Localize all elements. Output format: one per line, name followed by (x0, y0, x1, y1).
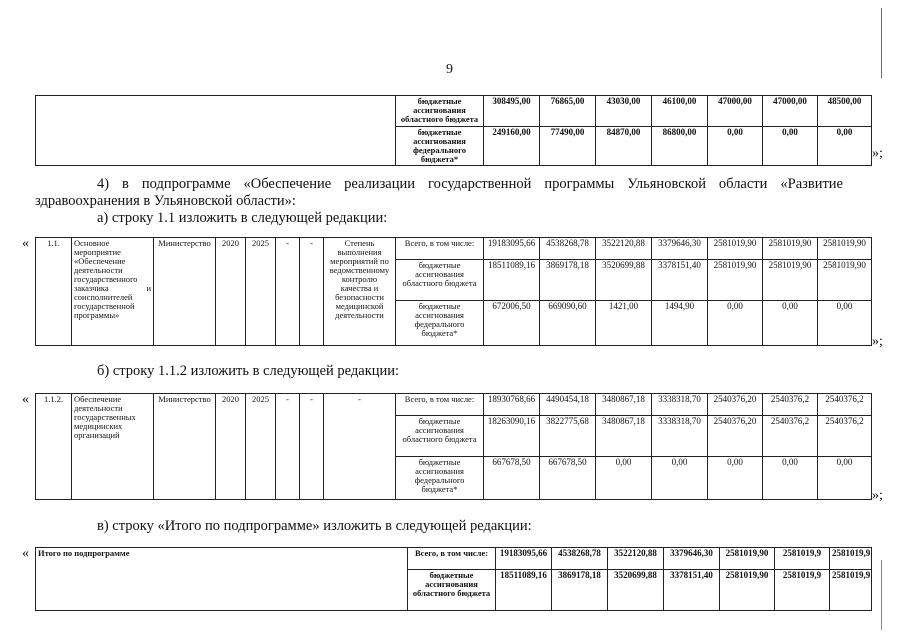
row-label: бюджетные ассигнования областного бюджета (396, 416, 484, 457)
value-cell: 18511089,16 (484, 260, 540, 301)
value-cell: 2581019,90 (763, 260, 818, 301)
executor: Министерство (154, 238, 216, 346)
value-cell: 2581019,90 (763, 238, 818, 260)
row-label: бюджетные ассигнования федерального бюджета* (396, 457, 484, 500)
value-cell: 4538268,78 (552, 548, 608, 570)
dash-cell: - (324, 394, 396, 500)
value-cell: 672006,50 (484, 301, 540, 346)
total-label: Итого по подпрограмме (36, 548, 408, 611)
value-cell: 0,00 (652, 457, 708, 500)
value-cell: 2540376,2 (763, 394, 818, 416)
value-cell: 4490454,18 (540, 394, 596, 416)
value-cell: 2581019,90 (720, 570, 775, 611)
value-cell: 0,00 (818, 127, 872, 166)
value-cell: 47000,00 (708, 96, 763, 127)
value-cell: 2581019,9 (830, 548, 872, 570)
value-cell: 1494,90 (652, 301, 708, 346)
value-cell: 18511089,16 (496, 570, 552, 611)
top-table-fragment (35, 95, 872, 166)
year-end: 2025 (246, 238, 276, 346)
value-cell: 3522120,88 (608, 548, 664, 570)
open-quote: « (22, 392, 29, 407)
row-label: Всего, в том числе: (396, 238, 484, 260)
dash-cell: - (300, 394, 324, 500)
value-cell: 0,00 (763, 301, 818, 346)
value-cell: 2581019,9 (775, 548, 830, 570)
value-cell: 0,00 (708, 127, 763, 166)
activity-name: Основное мероприятие «Обеспечение деятельности государственного заказчика и соисполнителей государственной программы» (72, 238, 154, 346)
value-cell: 0,00 (763, 457, 818, 500)
value-cell: 2581019,90 (708, 260, 763, 301)
close-quote: »; (872, 146, 883, 161)
value-cell: 667678,50 (540, 457, 596, 500)
year-end: 2025 (246, 394, 276, 500)
value-cell: 18263090,16 (484, 416, 540, 457)
value-cell: 86800,00 (652, 127, 708, 166)
row-number: 1.1. (36, 238, 72, 346)
value-cell: 77490,00 (540, 127, 596, 166)
value-cell: 2540376,20 (708, 394, 763, 416)
value-cell: 46100,00 (652, 96, 708, 127)
dash-cell: - (276, 238, 300, 346)
page-edge-line (881, 560, 882, 630)
value-cell: 3822775,68 (540, 416, 596, 457)
value-cell: 1421,00 (596, 301, 652, 346)
value-cell: 2581019,90 (708, 238, 763, 260)
table-row-1-1-2 (35, 393, 872, 500)
value-cell: 308495,00 (484, 96, 540, 127)
value-cell: 3338318,70 (652, 416, 708, 457)
year-start: 2020 (216, 238, 246, 346)
value-cell: 0,00 (763, 127, 818, 166)
value-cell: 19183095,66 (484, 238, 540, 260)
value-cell: 48500,00 (818, 96, 872, 127)
value-cell: 76865,00 (540, 96, 596, 127)
dash-cell: - (276, 394, 300, 500)
row-label: бюджетные ассигнования областного бюджета (408, 570, 496, 611)
open-quote: « (22, 236, 29, 251)
value-cell: 3520699,88 (608, 570, 664, 611)
paragraph-4: 4) в подпрограмме «Обеспечение реализации государственной программы Ульяновской области «Развитие здравоохранения в Ульяновской области»: (35, 176, 843, 209)
indicator: Степень выполнения мероприятий по ведомственному контролю качества и безопасности медицинской деятельности (324, 238, 396, 346)
paragraph-v: в) строку «Итого по подпрограмме» изложить в следующей редакции: (97, 518, 532, 534)
row-label: бюджетные ассигнования областного бюджета (396, 96, 484, 127)
value-cell: 2540376,20 (708, 416, 763, 457)
value-cell: 667678,50 (484, 457, 540, 500)
row-number: 1.1.2. (36, 394, 72, 500)
row-label: бюджетные ассигнования федерального бюджета* (396, 127, 484, 166)
table-row-1-1 (35, 237, 872, 346)
value-cell: 0,00 (818, 457, 872, 500)
value-cell: 3378151,40 (664, 570, 720, 611)
row-label: Всего, в том числе: (396, 394, 484, 416)
value-cell: 3379646,30 (652, 238, 708, 260)
value-cell: 0,00 (708, 301, 763, 346)
table-total (35, 547, 872, 611)
value-cell: 2540376,2 (763, 416, 818, 457)
row-label: бюджетные ассигнования федерального бюджета* (396, 301, 484, 346)
value-cell: 3378151,40 (652, 260, 708, 301)
value-cell: 2581019,90 (818, 260, 872, 301)
value-cell: 2581019,90 (818, 238, 872, 260)
value-cell: 3480867,18 (596, 416, 652, 457)
row-label: Всего, в том числе: (408, 548, 496, 570)
executor: Министерство (154, 394, 216, 500)
page-edge-line (881, 8, 882, 78)
value-cell: 2540376,2 (818, 394, 872, 416)
value-cell: 43030,00 (596, 96, 652, 127)
value-cell: 3338318,70 (652, 394, 708, 416)
value-cell: 249160,00 (484, 127, 540, 166)
paragraph-a: а) строку 1.1 изложить в следующей редакции: (97, 210, 388, 226)
value-cell: 84870,00 (596, 127, 652, 166)
row-label: бюджетные ассигнования областного бюджета (396, 260, 484, 301)
value-cell: 2540376,2 (818, 416, 872, 457)
value-cell: 19183095,66 (496, 548, 552, 570)
blank-cell (36, 96, 396, 166)
close-quote: »; (872, 488, 883, 503)
value-cell: 3522120,88 (596, 238, 652, 260)
year-start: 2020 (216, 394, 246, 500)
value-cell: 47000,00 (763, 96, 818, 127)
page-number: 9 (446, 62, 453, 77)
value-cell: 3379646,30 (664, 548, 720, 570)
value-cell: 2581019,90 (720, 548, 775, 570)
value-cell: 3869178,18 (540, 260, 596, 301)
value-cell: 3520699,88 (596, 260, 652, 301)
value-cell: 669090,60 (540, 301, 596, 346)
paragraph-b: б) строку 1.1.2 изложить в следующей редакции: (97, 363, 400, 379)
value-cell: 3869178,18 (552, 570, 608, 611)
close-quote: »; (872, 334, 883, 349)
value-cell: 2581019,9 (830, 570, 872, 611)
value-cell: 0,00 (818, 301, 872, 346)
value-cell: 4538268,78 (540, 238, 596, 260)
activity-name: Обеспечение деятельности государственных медицинских организаций (72, 394, 154, 500)
value-cell: 0,00 (708, 457, 763, 500)
value-cell: 2581019,9 (775, 570, 830, 611)
value-cell: 0,00 (596, 457, 652, 500)
value-cell: 18930768,66 (484, 394, 540, 416)
open-quote: « (22, 546, 29, 561)
dash-cell: - (300, 238, 324, 346)
value-cell: 3480867,18 (596, 394, 652, 416)
